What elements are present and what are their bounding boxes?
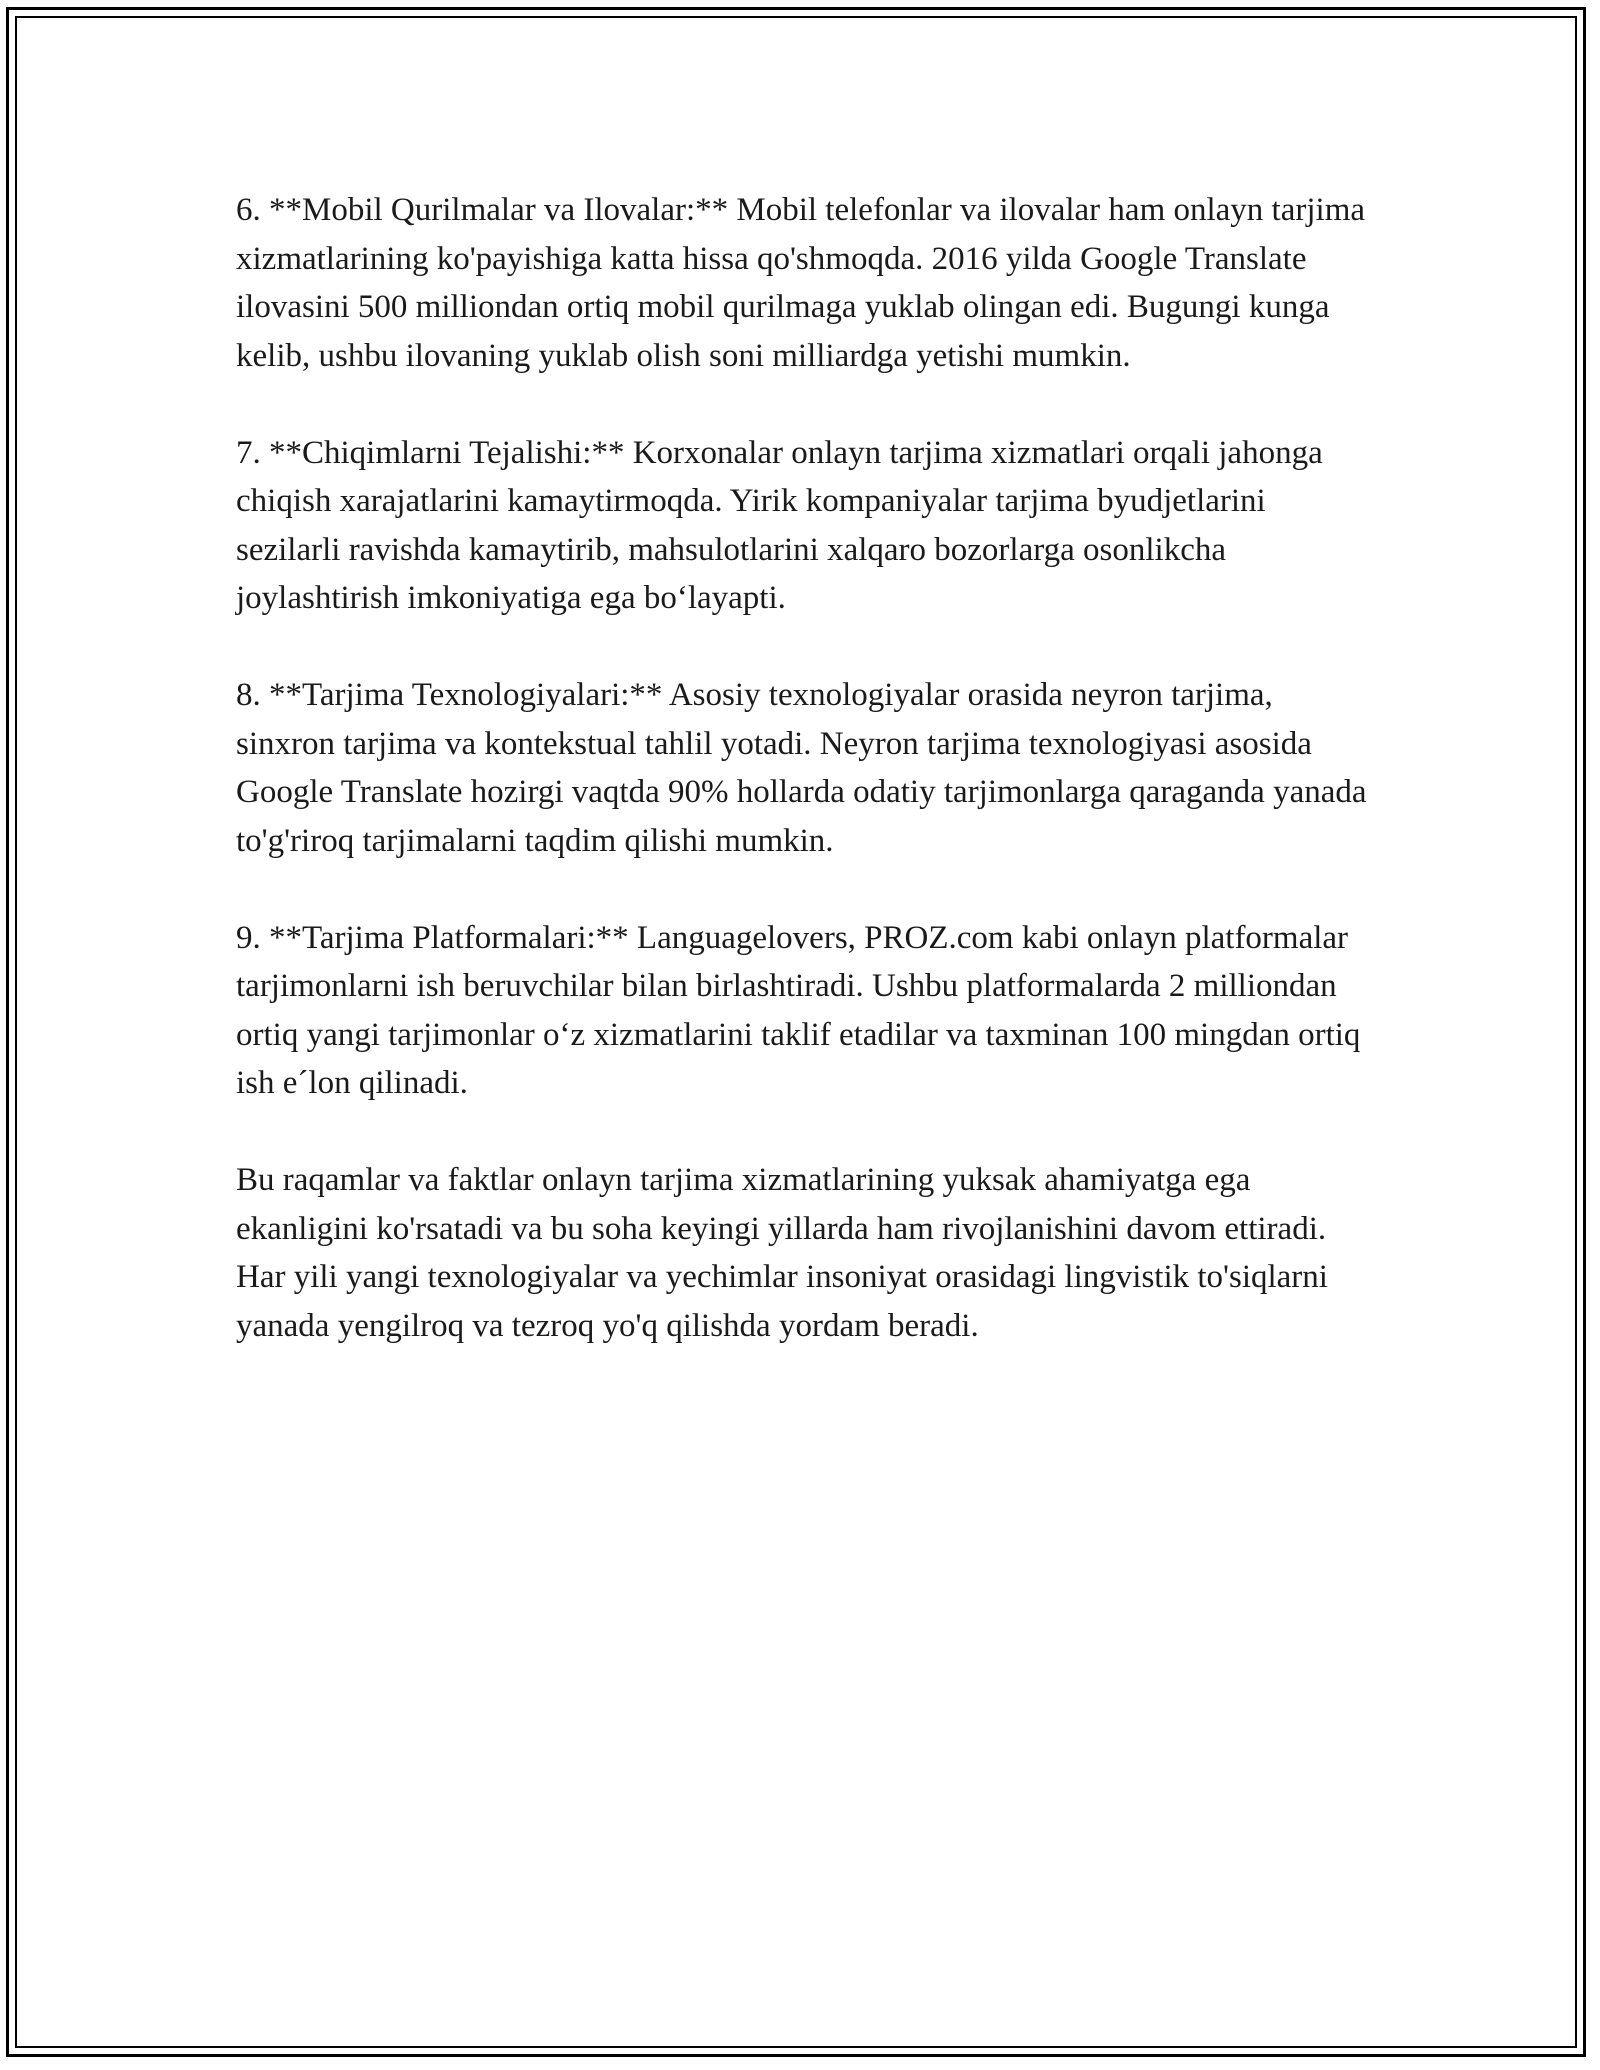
paragraph-mobile-devices: 6. **Mobil Qurilmalar va Ilovalar:** Mobil telefonlar va ilovalar ham onlayn tarjima xizmatlarining ko'payishiga katta hissa qo'shmoqda. 2016 yilda Google Translate ilovasini 500 milliondan ortiq mobil qurilmaga yuklab olingan edi. Bugungi kunga kelib, ushbu ilovaning yuklab olish soni milliardga yetishi mumkin. xyxy=(236,192,1366,374)
document-body xyxy=(236,186,1376,1399)
paragraph-cost-savings: 7. **Chiqimlarni Tejalishi:** Korxonalar onlayn tarjima xizmatlari orqali jahonga chiqish xarajatlarini kamaytirmoqda. Yirik kompaniyalar tarjima byudjetlarini sezilarli ravishda kamaytirib, mahsulotlarini xalqaro bozorlarga osonlikcha joylashtirish imkoniyatiga ega bo‘layapti. xyxy=(236,434,1323,616)
paragraph-translation-technologies: 8. **Tarjima Texnologiyalari:** Asosiy texnologiyalar orasida neyron tarjima, sinxron tarjima va kontekstual tahlil yotadi. Neyron tarjima texnologiyasi asosida Google Translate hozirgi vaqtda 90% hollarda odatiy tarjimonlarga qaraganda yanada to'g'riroq tarjimalarni taqdim qilishi mumkin. xyxy=(236,677,1367,859)
paragraph-conclusion: Bu raqamlar va faktlar onlayn tarjima xizmatlarining yuksak ahamiyatga ega ekanligini ko'rsatadi va bu soha keyingi yillarda ham rivojlanishini davom ettiradi. Har yili yangi texnologiyalar va yechimlar insoniyat orasidagi lingvistik to'siqlarni yanada yengilroq va tezroq yo'q qilishda yordam beradi. xyxy=(236,1162,1328,1344)
paragraph-translation-platforms: 9. **Tarjima Platformalari:** Languagelovers, PROZ.com kabi onlayn platformalar tarjimonlarni ish beruvchilar bilan birlashtiradi. Ushbu platformalarda 2 milliondan ortiq yangi tarjimonlar o‘z xizmatlarini taklif etadilar va taxminan 100 mingdan ortiq ish e´lon qilinadi. xyxy=(236,919,1361,1101)
